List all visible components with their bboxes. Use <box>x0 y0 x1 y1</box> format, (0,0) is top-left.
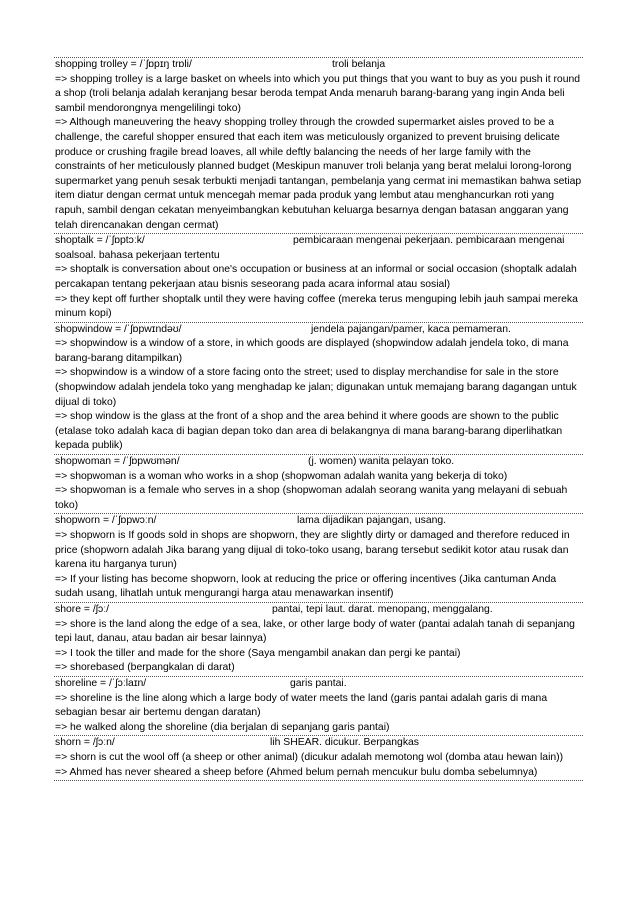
dictionary-entry <box>54 57 583 233</box>
dictionary-entry <box>54 735 583 781</box>
entry-example-line: => Although maneuvering the heavy shopping trolley through the crowded supermarket aisles proved to be a challenge, the careful shopper ensured that each item was meticulously organized to prevent bruising delicate produce or crushing fragile bread loaves, all while deftly balancing the needs of her large family with the constraints of her meticulously planned budget (Meskipun manuver troli belanja yang berat melalui lorong-lorong supermarket yang penuh sesak terbukti menjadi tantangan, pembelanja yang cermat ini memastikan bahwa setiap item diatur dengan cermat untuk mencegah memar pada produk yang lembut atau menghancurkan roti yang rapuh, sambil dengan cekatan menyeimbangkan kebutuhan keluarga besarnya dengan batasan anggaran yang telah direncanakan dengan cermat) <box>55 117 582 231</box>
entry-meaning: jendela pajangan/pamer, kaca pemameran. <box>311 323 511 335</box>
entry-term: shopwoman = /ˈʃɒpwʊmən/ <box>55 456 180 468</box>
entry-example-line: => shopwindow is a window of a store facing onto the street; used to display merchandise for sale in the store (shopwindow adalah jendela toko yang menghadap ke jalan; digunakan untuk memajang barang dagangan untuk dijual di toko) <box>55 367 577 408</box>
entry-example-line: => If your listing has become shopworn, look at reducing the price or offering incentives (Jika cantuman Anda sudah usang, lihatlah untuk mengurangi harga atau menawarkan insentif) <box>55 573 557 600</box>
entry-example-line: => shopwoman is a woman who works in a shop (shopwoman adalah wanita yang bekerja di toko) <box>55 470 508 482</box>
dictionary-entry <box>54 233 583 322</box>
entry-headline <box>55 455 582 470</box>
entry-term: shopwindow = /ˈʃɒpwɪndəʊ/ <box>55 323 182 335</box>
entry-example-line: => shopwindow is a window of a store, in which goods are displayed (shopwindow adalah jendela toko, di mana barang-barang ditampilkan) <box>55 338 569 364</box>
entry-term: shore = /ʃɔː/ <box>55 603 109 615</box>
entry-term: shopping trolley = /ˈʃɒpɪŋ trɒli/ <box>55 59 192 70</box>
entry-headline <box>55 514 582 529</box>
entry-example-line: => shorebased (berpangkalan di darat) <box>55 662 235 674</box>
entry-term: shoreline = /ˈʃɔːlaɪn/ <box>55 677 147 689</box>
entry-example-line: => he walked along the shoreline (dia berjalan di sepanjang garis pantai) <box>55 721 390 733</box>
entry-meaning: (j. women) wanita pelayan toko. <box>308 456 455 468</box>
entry-meaning: troli belanja <box>332 59 386 70</box>
entry-example-line: => shoptalk is conversation about one's occupation or business at an informal or social occasion (shoptalk adalah percakapan tentang pekerjaan atau bisnis seseorang pada acara informal atau sosial) <box>55 264 577 290</box>
entry-example-line: => shopping trolley is a large basket on wheels into which you put things that you want to buy as you push it round a shop (troli belanja adalah keranjang besar beroda tempat Anda menaruh barang-barang yang ingin Anda beli sambil mendorongnya mengelilingi toko) <box>55 73 581 114</box>
entry-example-line: => shoreline is the line along which a large body of water meets the land (garis pantai adalah garis di mana sebagian besar air bertemu dengan daratan) <box>55 692 548 719</box>
entry-meaning: garis pantai. <box>290 677 347 689</box>
dictionary-entry <box>54 602 583 676</box>
dictionary-entry <box>54 676 583 735</box>
dictionary-entry <box>54 322 583 454</box>
entry-headline <box>55 234 582 249</box>
entry-meaning-continuation: soalsoal. bahasa pekerjaan tertentu <box>55 249 220 261</box>
entry-example-line: => I took the tiller and made for the shore (Saya mengambil anakan dan pergi ke pantai) <box>55 647 461 659</box>
entry-term: shoptalk = /ˈʃɒptɔːk/ <box>55 235 145 247</box>
dictionary-entry <box>54 454 583 513</box>
entry-meaning: lama dijadikan pajangan, usang. <box>297 515 447 527</box>
entry-example-line: => shop window is the glass at the front of a shop and the area behind it where goods are shown to the public (etalase toko adalah kaca di bagian depan toko dan area di belakangnya di mana barang-barang diperlihatkan kepada publik) <box>55 411 563 452</box>
entry-headline <box>55 677 582 692</box>
entry-meaning: pantai, tepi laut. darat. menopang, menggalang. <box>272 603 493 615</box>
entry-headline <box>55 323 582 338</box>
entry-meaning: pembicaraan mengenai pekerjaan. pembicaraan mengenai <box>293 235 565 247</box>
entry-headline <box>55 58 582 73</box>
entry-example-line: => shore is the land along the edge of a sea, lake, or other large body of water (pantai adalah tanah di sepanjang tepi laut, danau, atau badan air besar lainnya) <box>55 618 575 645</box>
entry-example-line: => Ahmed has never sheared a sheep before (Ahmed belum pernah mencukur bulu domba sebelumnya) <box>55 766 538 778</box>
entry-example-line: => shopwoman is a female who serves in a shop (shopwoman adalah seorang wanita yang melayani di sebuah toko) <box>55 485 568 511</box>
entry-meaning: lih SHEAR. dicukur. Berpangkas <box>270 737 420 749</box>
entry-example-line: => shopworn is If goods sold in shops are shopworn, they are slightly dirty or damaged and therefore reduced in price (shopworn adalah Jika barang yang dijual di toko-toko usang, barang tersebut sedikit kotor atau rusak dan karena itu harganya turun) <box>55 530 570 571</box>
dictionary-document <box>54 57 583 781</box>
entry-example-line: => they kept off further shoptalk until they were having coffee (mereka terus menguping lebih jauh sampai mereka minum kopi) <box>55 293 578 320</box>
entry-term: shopworn = /ˈʃɒpwɔːn/ <box>55 515 157 527</box>
entry-term: shorn = /ʃɔːn/ <box>55 737 115 749</box>
entry-headline <box>55 603 582 618</box>
dictionary-entry <box>54 513 583 602</box>
entry-example-line: => shorn is cut the wool off (a sheep or other animal) (dicukur adalah memotong wol (domba atau hewan lain)) <box>55 751 564 763</box>
entry-headline <box>55 736 582 751</box>
